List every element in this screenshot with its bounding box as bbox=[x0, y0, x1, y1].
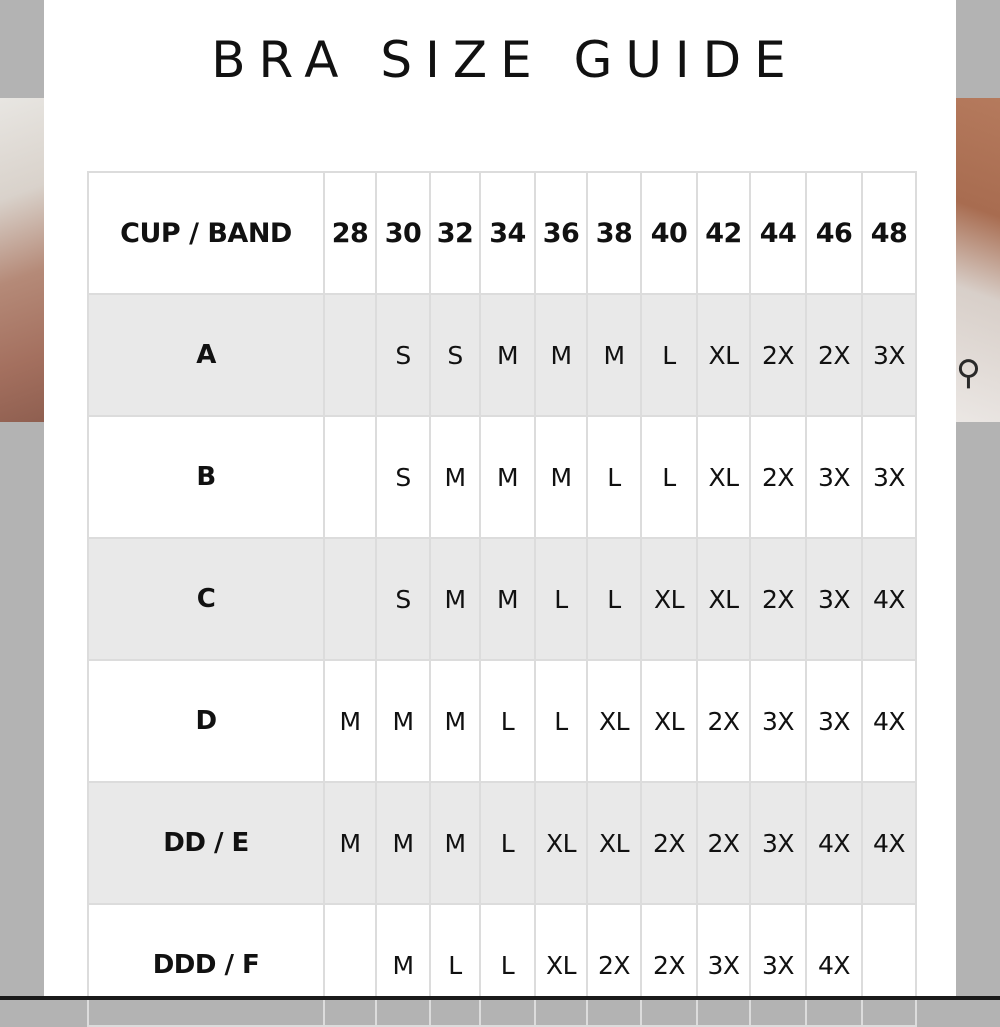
size-cell: S bbox=[430, 294, 480, 416]
band-header: 34 bbox=[480, 172, 535, 294]
size-cell: 3X bbox=[750, 904, 806, 1026]
size-cell: M bbox=[430, 660, 480, 782]
size-cell: M bbox=[376, 660, 430, 782]
size-cell: L bbox=[480, 782, 535, 904]
band-header: 44 bbox=[750, 172, 806, 294]
table-row bbox=[88, 904, 916, 1026]
size-cell: 2X bbox=[697, 660, 750, 782]
size-chart-table bbox=[87, 171, 917, 1027]
size-cell: 3X bbox=[750, 660, 806, 782]
size-cell: M bbox=[430, 782, 480, 904]
size-cell: L bbox=[480, 660, 535, 782]
size-cell: M bbox=[430, 538, 480, 660]
size-cell: 2X bbox=[641, 782, 697, 904]
bottom-edge-bar bbox=[0, 996, 1000, 1000]
size-cell: S bbox=[376, 538, 430, 660]
band-header: 32 bbox=[430, 172, 480, 294]
size-cell: XL bbox=[697, 538, 750, 660]
size-cell: L bbox=[480, 904, 535, 1026]
size-cell bbox=[324, 416, 376, 538]
band-header: 40 bbox=[641, 172, 697, 294]
size-cell: 3X bbox=[750, 782, 806, 904]
size-cell: 2X bbox=[750, 538, 806, 660]
size-cell: M bbox=[587, 294, 641, 416]
size-cell: L bbox=[587, 538, 641, 660]
band-header: 28 bbox=[324, 172, 376, 294]
size-cell: XL bbox=[641, 660, 697, 782]
size-cell: S bbox=[376, 294, 430, 416]
band-header: 30 bbox=[376, 172, 430, 294]
size-cell: 4X bbox=[862, 538, 916, 660]
size-cell: 2X bbox=[641, 904, 697, 1026]
size-cell bbox=[324, 538, 376, 660]
page-title: BRA SIZE GUIDE bbox=[211, 31, 799, 89]
band-header: 38 bbox=[587, 172, 641, 294]
cup-band-header: CUP / BAND bbox=[88, 172, 324, 294]
size-cell: 2X bbox=[750, 294, 806, 416]
cup-label: B bbox=[88, 416, 324, 538]
table-row bbox=[88, 538, 916, 660]
size-cell: L bbox=[430, 904, 480, 1026]
size-cell: M bbox=[376, 904, 430, 1026]
size-cell: L bbox=[535, 660, 587, 782]
size-cell: 4X bbox=[806, 782, 862, 904]
size-cell: 3X bbox=[806, 416, 862, 538]
size-cell: L bbox=[641, 294, 697, 416]
table-header-row bbox=[88, 172, 916, 294]
size-cell: XL bbox=[535, 782, 587, 904]
size-cell: 2X bbox=[750, 416, 806, 538]
table-row bbox=[88, 660, 916, 782]
size-cell: 4X bbox=[806, 904, 862, 1026]
cup-label: A bbox=[88, 294, 324, 416]
band-header: 48 bbox=[862, 172, 916, 294]
size-cell: XL bbox=[641, 538, 697, 660]
size-cell: 4X bbox=[862, 660, 916, 782]
background-product-photo-right bbox=[956, 98, 1000, 422]
table-row bbox=[88, 782, 916, 904]
size-cell: 3X bbox=[806, 660, 862, 782]
size-cell: 3X bbox=[862, 416, 916, 538]
size-cell: S bbox=[376, 416, 430, 538]
size-cell: L bbox=[587, 416, 641, 538]
size-cell bbox=[324, 294, 376, 416]
band-header: 36 bbox=[535, 172, 587, 294]
cup-label: DDD / F bbox=[88, 904, 324, 1026]
size-cell: M bbox=[376, 782, 430, 904]
table-row bbox=[88, 416, 916, 538]
size-cell: M bbox=[430, 416, 480, 538]
size-cell: XL bbox=[535, 904, 587, 1026]
size-cell: XL bbox=[587, 660, 641, 782]
size-cell: 2X bbox=[697, 782, 750, 904]
cup-label: C bbox=[88, 538, 324, 660]
background-product-photo-left bbox=[0, 98, 44, 422]
size-cell: M bbox=[324, 660, 376, 782]
table-row bbox=[88, 294, 916, 416]
size-cell: XL bbox=[697, 416, 750, 538]
size-cell: L bbox=[641, 416, 697, 538]
band-header: 46 bbox=[806, 172, 862, 294]
cup-label: D bbox=[88, 660, 324, 782]
cup-label: DD / E bbox=[88, 782, 324, 904]
size-cell: L bbox=[535, 538, 587, 660]
size-cell: 2X bbox=[587, 904, 641, 1026]
size-cell: 3X bbox=[862, 294, 916, 416]
size-cell: XL bbox=[697, 294, 750, 416]
size-cell: 4X bbox=[862, 782, 916, 904]
size-cell: M bbox=[324, 782, 376, 904]
size-cell bbox=[862, 904, 916, 1026]
size-cell: XL bbox=[587, 782, 641, 904]
size-cell: M bbox=[480, 416, 535, 538]
size-cell: 2X bbox=[806, 294, 862, 416]
size-cell: 3X bbox=[806, 538, 862, 660]
partial-search-icon: ⚲ bbox=[956, 353, 981, 393]
size-cell: 3X bbox=[697, 904, 750, 1026]
size-cell: M bbox=[535, 416, 587, 538]
size-cell: M bbox=[535, 294, 587, 416]
size-cell bbox=[324, 904, 376, 1026]
size-cell: M bbox=[480, 294, 535, 416]
size-cell: M bbox=[480, 538, 535, 660]
size-guide-modal bbox=[44, 0, 956, 1000]
band-header: 42 bbox=[697, 172, 750, 294]
